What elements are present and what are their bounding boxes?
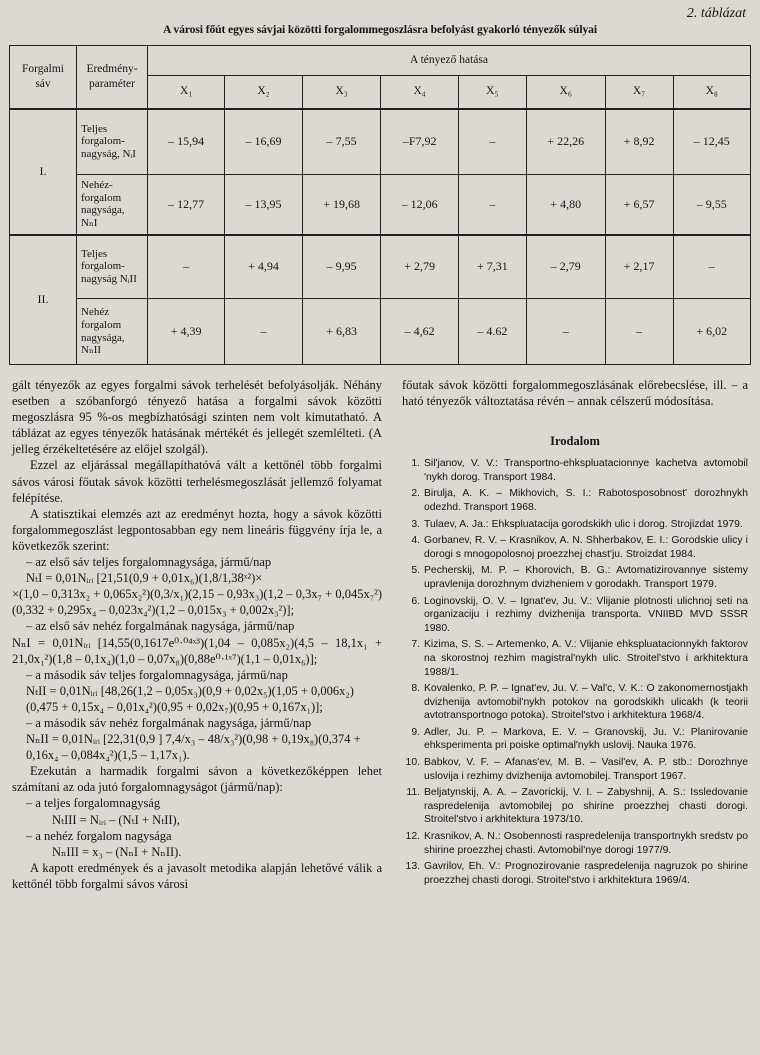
table-cell: – 2,79: [526, 235, 605, 299]
reference-text: Loginovskij, O. V. – Ignat'ev, Ju. V.: Vlijanie plotnosti ulichnoj seti na organizaciju i rezhimy dvizhenija transporta. VNIIBD MVD SSSR 1980.: [424, 595, 748, 634]
table-cell: – 12,45: [673, 109, 750, 175]
reference-item: [402, 756, 748, 783]
lane-label: I.: [10, 109, 77, 235]
reference-text: Gavrilov, Eh. V.: Prognozirovanie raspredelenija nagruzok po shirine proezzhej chasti dorogi. Stroitel'stvo i arkhitektura 1969/4.: [424, 861, 748, 886]
factor-x5: X₅: [458, 76, 526, 109]
table-cell: –: [458, 109, 526, 175]
body-paragraph: A kapott eredmények és a javasolt metodika alapján lehetővé válik a kettőnél több forgalmi sávos városi: [12, 860, 382, 891]
reference-number: 9.: [411, 726, 420, 738]
header-lane: Forgalmi sáv: [10, 46, 77, 109]
factor-x2: X₂: [225, 76, 302, 109]
body-paragraph: – az első sáv teljes forgalomnagysága, jármű/nap: [26, 555, 272, 570]
reference-item: [402, 457, 748, 484]
table-row: [10, 109, 751, 175]
reference-text: Adler, Ju. P. – Markova, E. V. – Granovskij, Ju. V.: Planirovanie ehksperimenta pri poiske optimal'nykh uslovij. Nauka 1976.: [424, 726, 748, 752]
reference-number: 7.: [411, 639, 420, 651]
reference-number: 1.: [411, 458, 420, 470]
table-cell: – 7,55: [302, 109, 381, 175]
param-label: Nehéz forgalom nagysága, NₙII: [77, 299, 148, 365]
reference-text: Pecherskij, M. P. – Khorovich, B. G.: Avtomatizirovannye sistemy upravlenija dorozhnym dvizheniem v gorodakh. Transport 1979.: [424, 565, 748, 591]
reference-item: [402, 534, 748, 561]
factor-x6: X₆: [526, 76, 605, 109]
reference-item: [402, 830, 748, 857]
body-paragraph: ×(1,0 – 0,313x₂ + 0,065x₂²)(0,3/x₁)(2,15 – 0,93x₃)(1,2 – 0,3x₇ + 0,045x₇²)(0,332 + 0,295x₄ – 0,023x₄²)(1,2 – 0,015x₃ + 0,002x₃²)];: [12, 587, 382, 618]
table-number: 2. táblázat: [686, 6, 746, 21]
table-row: [10, 175, 751, 235]
reference-item: [402, 487, 748, 514]
reference-item: [402, 638, 748, 679]
body-paragraph: – a nehéz forgalom nagysága: [26, 828, 172, 843]
reference-text: Sil'janov, V. V.: Transportno-ehkspluatacionnye kachetva avtomobil 'nykh dorog. Transport 1984.: [424, 458, 748, 483]
reference-item: [402, 518, 748, 532]
table-cell: + 6,02: [673, 299, 750, 365]
table-cell: + 8,92: [605, 109, 673, 175]
table-cell: – 12,06: [381, 175, 458, 235]
reference-number: 3.: [411, 518, 420, 530]
lane-label: II.: [10, 235, 77, 365]
reference-item: [402, 786, 748, 827]
reference-number: 12.: [405, 830, 420, 842]
factor-x7: X₇: [605, 76, 673, 109]
param-label: Nehéz-forgalom nagysága, NₙI: [77, 175, 148, 235]
reference-text: Babkov, V. F. – Afanas'ev, M. B. – Vasil'ev, A. P. stb.: Dorozhnye uslovija i rezhimy dvizhenija avtomobilej. Transport 1967.: [424, 757, 748, 782]
table-cell: – 9,95: [302, 235, 381, 299]
factor-x8: X₈: [673, 76, 750, 109]
body-paragraph: gált tényezők az egyes forgalmi sávok terhelését befolyásolják. Néhány esetben a szóbanforgó tényező hatása a forgalmi sávok közötti megoszlásra 95 %-os megbízhatósági szinten nem volt kimutatható. A táblázat az egyes tényezők hatásának mértékét és jellegét szemlélteti. (A jelleg érzékeltetésére az előjel szolgál).: [12, 378, 382, 457]
table-cell: –: [225, 299, 302, 365]
references-list: [402, 457, 748, 887]
table-cell: – 12,77: [148, 175, 225, 235]
param-label: Teljes forgalom-nagyság NᵢII: [77, 235, 148, 299]
reference-number: 2.: [411, 488, 420, 500]
factor-weights-table: [9, 45, 751, 365]
table-cell: + 22,26: [526, 109, 605, 175]
table-cell: –: [148, 235, 225, 299]
table-cell: –: [673, 235, 750, 299]
table-cell: + 6,57: [605, 175, 673, 235]
references-title: Irodalom: [550, 434, 600, 449]
table-cell: – 4,62: [381, 299, 458, 365]
factor-x1: X₁: [148, 76, 225, 109]
table-cell: + 19,68: [302, 175, 381, 235]
table-cell: + 2,17: [605, 235, 673, 299]
body-paragraph: – az első sáv nehéz forgalmának nagysága, jármű/nap: [26, 619, 295, 634]
body-paragraph: – a teljes forgalomnagyság: [26, 796, 161, 811]
table-title: A városi főút egyes sávjai közötti forgalommegoszlásra befolyást gyakorló tényezők súlyai: [163, 23, 597, 36]
body-paragraph: NₙI = 0,01Nᵢᵣᵢ [14,55(0,1617e⁰·⁰⁴ˣ³)(1,04 – 0,085x₂)(4,5 – 18,1x₁ + 21,0x₁²)(1,8 – 0,1x₄)(1,0 – 0,07x₈)(0,88e⁰·¹ˣ⁷)(1,1 – 0,01x₆)];: [12, 635, 382, 666]
reference-number: 11.: [406, 787, 420, 799]
body-paragraph: NₙII = 0,01Nᵢᵣᵢ [22,31(0,9 ] 7,4/x₃ – 48/x₃²)(0,98 + 0,19x₈)(0,374 + 0,16x₄ – 0,084x₄²)(1,5 – 1,17x₁).: [26, 732, 361, 763]
body-paragraph: NₜIII = Nᵢᵣᵢ – (NₜI + NₜII),: [52, 812, 180, 827]
body-paragraph: Ezzel az eljárással megállapíthatóvá vált a kettőnél több forgalmi sávos városi főutak sávok közötti terhelésmegoszlását jellemző folyamat felépítése.: [12, 458, 382, 505]
table-cell: + 2,79: [381, 235, 458, 299]
table-cell: + 6,83: [302, 299, 381, 365]
table-cell: + 4,94: [225, 235, 302, 299]
reference-number: 6.: [411, 595, 420, 607]
table-cell: + 4,80: [526, 175, 605, 235]
table-cell: – 4.62: [458, 299, 526, 365]
table-cell: –F7,92: [381, 109, 458, 175]
body-paragraph: NₜII = 0,01Nᵢᵣᵢ [48,26(1,2 – 0,05x₃)(0,9 + 0,02x₅)(1,05 + 0,006x₂)(0,475 + 0,15x₄ – 0,01x₄²)(0,95 + 0,02x₇)(0,95 + 0,167x₁)];: [26, 683, 354, 714]
param-label: Teljes forgalom-nagyság, NᵢI: [77, 109, 148, 175]
table-cell: – 16,69: [225, 109, 302, 175]
reference-item: [402, 726, 748, 753]
reference-number: 8.: [411, 683, 420, 695]
reference-text: Kovalenko, P. P. – Ignat'ev, Ju. V. – Val'c, V. K.: O zakonomernostjakh dvizhenija avtomobil'nykh potokov na gorodskikh ulicakh (k teorii avtotransportnogo potoka). Stroitel'stvo i arkhitektura 1968/4.: [424, 683, 748, 722]
reference-text: Krasnikov, A. N.: Osobennosti raspredelenija transportnykh sredstv po shirine proezzhej chasti. Avtomobil'nye dorogi 1977/9.: [424, 830, 748, 856]
left-column-text: [12, 377, 382, 892]
reference-text: Tulaev, A. Ja.: Ehkspluatacija gorodskikh ulic i dorog. Strojizdat 1979.: [424, 518, 743, 530]
reference-item: [402, 860, 748, 887]
header-param: Eredmény-paraméter: [77, 46, 148, 109]
table-cell: + 7,31: [458, 235, 526, 299]
table-row: [10, 299, 751, 365]
table-cell: – 9,55: [673, 175, 750, 235]
body-paragraph: NₜI = 0,01Nᵢᵣᵢ [21,51(0,9 + 0,01x₆)(1,8/1,38ˣ²)×: [26, 571, 263, 586]
reference-number: 4.: [411, 535, 420, 547]
right-column-text: főutak sávok közötti forgalommegoszlásának előrebecslése, ill. – a ható tényezők változtatása révén – annak célszerű módosítása.: [402, 378, 748, 409]
table-cell: –: [526, 299, 605, 365]
table-cell: + 4,39: [148, 299, 225, 365]
reference-item: [402, 595, 748, 636]
reference-text: Birulja, A. K. – Mikhovich, S. I.: Rabotosposobnost' dorozhnykh odezhd. Transport 1968.: [424, 488, 748, 514]
table-cell: –: [605, 299, 673, 365]
table-row: [10, 235, 751, 299]
reference-text: Beljatynskij, A. A. – Zavorickij, V. I. – Zabyshnij, A. S.: Issledovanie raspredelenija avtomobilej po shirine proezzhej chasti dorogi. Stroitel'stvo i arkhitektura 1973/10.: [424, 787, 748, 826]
reference-number: 13.: [405, 861, 420, 873]
factor-x4: X₄: [381, 76, 458, 109]
reference-text: Gorbanev, R. V. – Krasnikov, A. N. Shherbakov, E. I.: Gorodskie ulicy i dorogi s mnogopolosnoj proezzhej chast'ju. Stroizdat 1984.: [424, 535, 748, 560]
header-effect: A tényező hatása: [148, 46, 751, 76]
table-cell: –: [458, 175, 526, 235]
body-paragraph: A statisztikai elemzés azt az eredményt hozta, hogy a sávok közötti forgalommegoszlást legpontosabban egy nem lineáris függvény írja le, a következők szerint:: [12, 506, 382, 553]
reference-number: 5.: [411, 565, 420, 577]
reference-number: 10.: [405, 757, 420, 769]
factor-x3: X₃: [302, 76, 381, 109]
body-paragraph: – a második sáv nehéz forgalmának nagysága, jármű/nap: [26, 715, 312, 730]
body-paragraph: NₙIII = x₃ – (NₙI + NₙII).: [52, 844, 182, 859]
body-paragraph: – a második sáv teljes forgalomnagysága, jármű/nap: [26, 667, 288, 682]
reference-item: [402, 682, 748, 723]
reference-item: [402, 564, 748, 591]
right-column: [402, 377, 748, 890]
table-cell: – 13,95: [225, 175, 302, 235]
body-paragraph: Ezekután a harmadik forgalmi sávon a következőképpen lehet számítani az oda jutó forgalomnagyságot (jármű/nap):: [12, 764, 382, 795]
table-cell: – 15,94: [148, 109, 225, 175]
reference-text: Kizima, S. S. – Artemenko, A. V.: Vlijanie ehkspluatacionnykh faktorov na skorostnoj rezhim magistral'nykh ulic. Stroitel'stvo i arkhitektura 1988/1.: [424, 639, 748, 678]
